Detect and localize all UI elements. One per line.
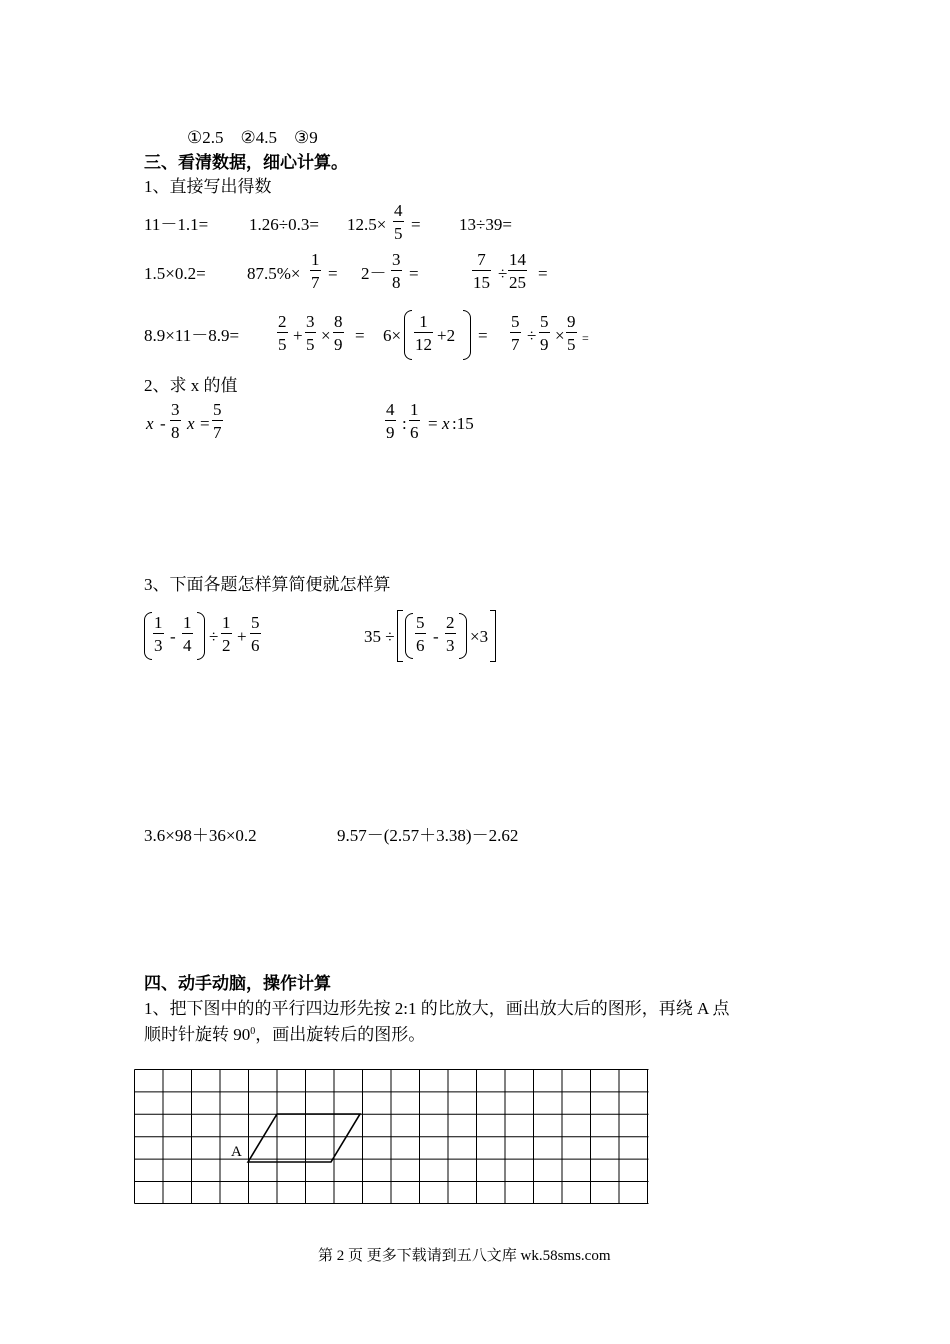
left-paren xyxy=(144,612,152,660)
fraction-3-8: 3 8 xyxy=(171,400,180,442)
divide-sign: ÷ xyxy=(527,326,537,345)
page-footer: 第 2 页 更多下载请到五八文库 wk.58sms.com xyxy=(318,1248,611,1264)
equals: = xyxy=(428,414,438,433)
var-x: x xyxy=(442,414,450,433)
fraction-4-5: 4 5 xyxy=(394,201,403,243)
expr-8-9-times: 8.9×11－8.9= xyxy=(144,326,240,345)
fraction-5-7: 5 7 xyxy=(213,400,222,442)
fraction-3-5: 3 5 xyxy=(306,312,315,354)
six-times: 6× xyxy=(383,326,402,345)
equals: = xyxy=(411,215,421,234)
fraction-5-6: 5 6 xyxy=(251,613,260,655)
fraction-1-3: 1 3 xyxy=(154,613,163,655)
question-3-heading: 3、下面各题怎样算简便就怎样算 xyxy=(144,575,391,594)
grid-lines xyxy=(135,1070,649,1204)
fraction-5-9: 5 9 xyxy=(540,312,549,354)
equals: = xyxy=(200,414,210,433)
equals: = xyxy=(582,331,589,345)
expr-1-26-div: 1.26÷0.3= xyxy=(249,215,319,234)
ratio-colon: : xyxy=(402,414,407,433)
fraction-5-6: 5 6 xyxy=(416,613,425,655)
fraction-1-7: 1 7 xyxy=(311,250,320,292)
fraction-8-9: 8 9 xyxy=(334,312,343,354)
expr-1-5-times: 1.5×0.2= xyxy=(144,264,206,283)
fraction-1-2: 1 2 xyxy=(222,613,231,655)
fraction-5-7: 5 7 xyxy=(511,312,520,354)
right-paren xyxy=(459,613,467,659)
minus-sign: - xyxy=(160,414,166,433)
fraction-7-15: 7 15 xyxy=(473,250,490,292)
expr-3-6-times-98: 3.6×98＋36×0.2 xyxy=(144,826,257,845)
minus-sign: - xyxy=(170,627,176,646)
expr-87-5-percent: 87.5%× xyxy=(247,264,301,283)
times-three: ×3 xyxy=(470,627,489,646)
equals: = xyxy=(478,326,488,345)
left-bracket xyxy=(397,610,403,662)
expr-11-minus: 11－1.1= xyxy=(144,215,209,234)
fraction-4-9: 4 9 xyxy=(386,400,395,442)
fraction-1-4: 1 4 xyxy=(183,613,192,655)
equals: = xyxy=(355,326,365,345)
square-grid xyxy=(134,1069,650,1205)
times-sign: × xyxy=(321,326,331,345)
expr-12-5-times: 12.5× xyxy=(347,215,387,234)
fraction-1-12: 1 12 xyxy=(415,312,432,354)
expr-9-57-minus: 9.57－(2.57＋3.38)－2.62 xyxy=(337,826,519,845)
equals: = xyxy=(538,264,548,283)
divide-sign: ÷ xyxy=(209,627,219,646)
expr-13-div-39: 13÷39= xyxy=(459,215,512,234)
right-paren xyxy=(197,612,205,660)
plus-two: +2 xyxy=(437,326,456,345)
question-2-heading: 2、求 x 的值 xyxy=(144,376,238,395)
ratio-15: :15 xyxy=(452,414,474,433)
equals: = xyxy=(328,264,338,283)
plus-sign: + xyxy=(237,627,247,646)
left-paren xyxy=(404,310,412,360)
fraction-14-25: 14 25 xyxy=(509,250,526,292)
section-four-title: 四、动手动脑，操作计算 xyxy=(144,974,331,993)
var-x: x xyxy=(187,414,195,433)
minus-sign: - xyxy=(433,627,439,646)
plus-sign: + xyxy=(293,326,303,345)
degree-superscript: 0 xyxy=(250,1026,256,1037)
choice-options: ①2.5 ②4.5 ③9 xyxy=(187,128,318,147)
fraction-3-8: 3 8 xyxy=(392,250,401,292)
fraction-1-6: 1 6 xyxy=(410,400,419,442)
parallelogram-shape xyxy=(248,1114,360,1162)
question-4-1-line-1: 1、把下图中的的平行四边形先按 2:1 的比放大，画出放大后的图形，再绕 A 点 xyxy=(144,999,730,1018)
left-paren xyxy=(405,613,413,659)
fraction-2-3: 2 3 xyxy=(446,613,455,655)
fraction-9-5: 9 5 xyxy=(567,312,576,354)
section-three-title: 三、看清数据，细心计算。 xyxy=(144,153,348,172)
question-1-heading: 1、直接写出得数 xyxy=(144,177,272,196)
expr-2-minus: 2－ xyxy=(361,264,387,283)
question-4-1-line-2: 顺时针旋转 $90^0$，画出旋转后的图形。 xyxy=(144,1025,426,1044)
thirty-five-div: 35 ÷ xyxy=(364,627,395,646)
equals: = xyxy=(409,264,419,283)
point-a-label: A xyxy=(231,1144,242,1160)
var-x: x xyxy=(146,414,154,433)
fraction-2-5: 2 5 xyxy=(278,312,287,354)
times-sign: × xyxy=(555,326,565,345)
right-bracket xyxy=(490,610,496,662)
right-paren xyxy=(463,310,471,360)
divide-sign: ÷ xyxy=(498,264,508,283)
